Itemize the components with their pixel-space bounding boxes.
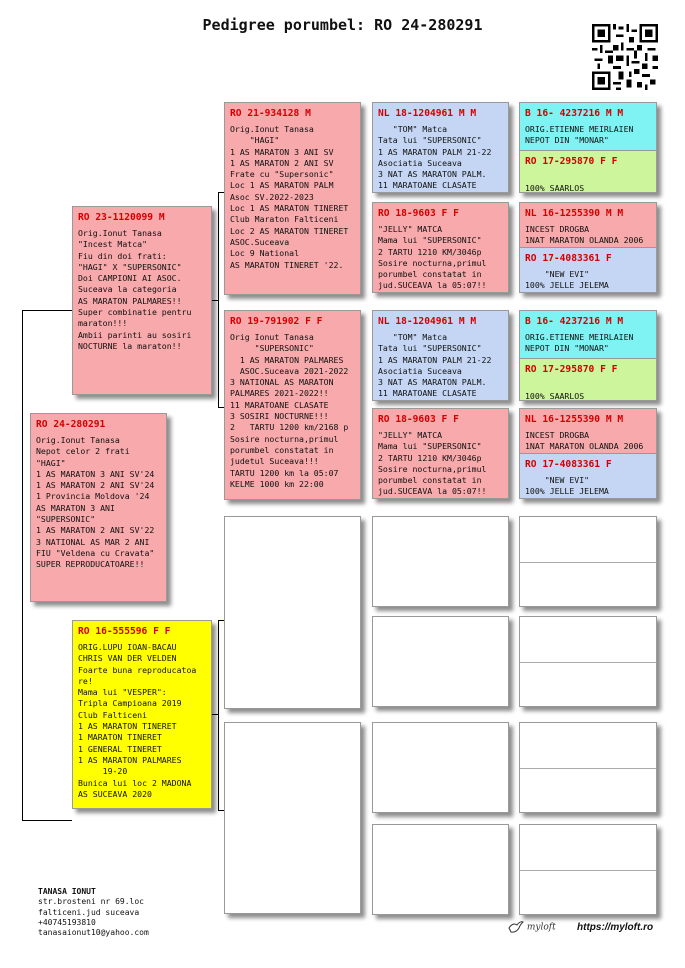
g5-sire xyxy=(520,409,656,453)
ring-number: RO 17-295870 F F xyxy=(525,156,618,167)
dam-sire-card xyxy=(224,516,361,709)
empty-pedigree-card xyxy=(519,824,657,915)
empty-pedigree-card xyxy=(519,722,657,813)
g5-sire xyxy=(520,103,656,150)
ring-number: NL 18-1204961 M M xyxy=(378,316,477,327)
g5-sire xyxy=(520,203,656,247)
g5-dam xyxy=(520,247,656,293)
connector-line xyxy=(218,192,219,407)
dam-card xyxy=(72,620,212,809)
pedigree-notes: ORIG.ETIENNE MEIRLAIEN NEPOT DIN "MONAR" xyxy=(525,332,634,354)
connector-line xyxy=(218,620,219,810)
ring-number: RO 24-280291 xyxy=(36,419,106,430)
pedigree-notes: "TOM" Matca Tata lui "SUPERSONIC" 1 AS MARATON PALM 21-22 Asociatia Suceava 3 NAT AS MARATON PALM. 11 MARATOANE CLASATE xyxy=(378,124,492,191)
subject-card xyxy=(30,413,167,602)
owner-city: falticeni.jud suceava xyxy=(38,907,140,917)
sire-dam-card xyxy=(224,310,361,500)
owner-contact xyxy=(38,887,149,938)
connector-line xyxy=(22,310,72,311)
empty-pedigree-card xyxy=(519,616,657,707)
pedigree-notes: INCEST DROGBA 1NAT MARATON OLANDA 2006 xyxy=(525,224,644,246)
connector-line xyxy=(22,820,72,821)
sire-sire-sire-card xyxy=(372,102,509,193)
ring-number: RO 21-934128 M xyxy=(230,108,311,119)
empty-pedigree-card xyxy=(372,824,509,915)
ring-number: NL 16-1255390 M M xyxy=(525,208,624,219)
empty-pedigree-card xyxy=(372,616,509,707)
pedigree-notes: "JELLY" MATCA Mama lui "SUPERSONIC" 2 TARTU 1210 KM/3046p Sosire nocturna,primul porumbel constatat in jud.SUCEAVA la 05:07!! xyxy=(378,224,487,291)
ring-number: RO 17-4083361 F xyxy=(525,253,612,264)
pedigree-notes: Orig.Ionut Tanasa "Incest Matca" Fiu din doi frati: "HAGI" X "SUPERSONIC" Doi CAMPIONI AI ASOC. Suceava la categoria AS MARATON PALMARES!! Super combinatie pentru maraton!!! Ambii parinti au sosiri NOCTURNE la maraton!! xyxy=(78,228,192,351)
owner-phone: +40745193810 xyxy=(38,917,96,927)
sire-dam-sire-card xyxy=(372,310,509,401)
owner-email: tanasaionut10@yahoo.com xyxy=(38,928,149,938)
connector-line xyxy=(212,300,218,301)
sire-sire-card xyxy=(224,102,361,295)
empty-pedigree-card xyxy=(372,722,509,813)
sire-card xyxy=(72,206,212,395)
ring-number: RO 18-9603 F F xyxy=(378,414,459,425)
empty-pedigree-card xyxy=(372,516,509,607)
page-title: Pedigree porumbel: RO 24-280291 xyxy=(202,16,483,34)
ring-number: B 16- 4237216 M M xyxy=(525,316,624,327)
pedigree-notes: Orig Ionut Tanasa "SUPERSONIC" 1 AS MARATON PALMARES ASOC.Suceava 2021-2022 3 NATIONAL AS MARATON PALMARES 2021-2022!! 11 MARATOANE CLASATE 3 SOSIRI NOCTURNE!!! 2 TARTU 1200 km/2168 p Sosire nocturna,primul porumbel constatat in judetul Suceava!!! TARTU 1200 km la 05:07 KELME 1000 km 22:00 xyxy=(230,332,349,489)
connector-line xyxy=(212,714,218,715)
dam-dam-card xyxy=(224,722,361,914)
pedigree-notes: INCEST DROGBA 1NAT MARATON OLANDA 2006 xyxy=(525,430,644,452)
myloft-logo xyxy=(508,920,556,934)
pedigree-notes: "JELLY" MATCA Mama lui "SUPERSONIC" 2 TARTU 1210 KM/3046p Sosire nocturna,primul porumbel constatat in jud.SUCEAVA la 05:07!! xyxy=(378,430,487,497)
g5-dam xyxy=(520,150,656,193)
card-divider xyxy=(520,870,656,871)
pedigree-notes: "TOM" Matca Tata lui "SUPERSONIC" 1 AS MARATON PALM 21-22 Asociatia Suceava 3 NAT AS MARATON PALM. 11 MARATOANE CLASATE xyxy=(378,332,492,399)
connector-line xyxy=(22,310,23,820)
g5-sire xyxy=(520,311,656,358)
pedigree-notes: ORIG.ETIENNE MEIRLAIEN NEPOT DIN "MONAR" xyxy=(525,124,634,146)
pedigree-notes: ORIG.LUPU IOAN-BACAU CHRIS VAN DER VELDEN Foarte buna reproducatoa re! Mama lui "VESPER": Tripla Campioana 2019 Club Falticeni 1 AS MARATON TINERET 1 MARATON TINERET 1 GENERAL TINERET 1 AS MARATON PALMARES 19-20 Bunica lui loc 2 MADONA AS SUCEAVA 2020 xyxy=(78,642,197,799)
g5-card xyxy=(519,310,657,401)
ring-number: RO 19-791902 F F xyxy=(230,316,323,327)
pedigree-notes: Orig.Ionut Tanasa Nepot celor 2 frati "HAGI" 1 AS MARATON 3 ANI SV'24 1 AS MARATON 2 ANI SV'24 1 Provincia Moldova '24 AS MARATON 3 ANI "SUPERSONIC" 1 AS MARATON 2 ANI SV'22 3 NATIONAL AS MAR 2 ANI FIU "Veldena cu Cravata" SUPER REPRODUCATOARE!! xyxy=(36,435,155,570)
g5-card xyxy=(519,202,657,293)
card-divider xyxy=(520,662,656,663)
sire-dam-dam-card xyxy=(372,408,509,499)
pedigree-notes: 100% SAARLOS xyxy=(525,183,585,193)
ring-number: B 16- 4237216 M M xyxy=(525,108,624,119)
pigeon-icon xyxy=(508,920,524,934)
pedigree-notes: 100% SAARLOS xyxy=(525,391,585,401)
pedigree-notes: "NEW EVI" 100% JELLE JELEMA xyxy=(525,269,609,291)
owner-street: str.brosteni nr 69.loc xyxy=(38,897,144,907)
website-link[interactable]: https://myloft.ro xyxy=(577,922,654,933)
g5-dam xyxy=(520,453,656,499)
qr-code-icon xyxy=(592,24,658,90)
ring-number: RO 17-4083361 F xyxy=(525,459,612,470)
sire-sire-dam-card xyxy=(372,202,509,293)
g5-card xyxy=(519,102,657,193)
ring-number: NL 18-1204961 M M xyxy=(378,108,477,119)
ring-number: RO 17-295870 F F xyxy=(525,364,618,375)
ring-number: RO 18-9603 F F xyxy=(378,208,459,219)
pedigree-notes: "NEW EVI" 100% JELLE JELEMA xyxy=(525,475,609,497)
ring-number: RO 16-555596 F F xyxy=(78,626,171,637)
pedigree-notes: Orig.Ionut Tanasa "HAGI" 1 AS MARATON 3 ANI SV 1 AS MARATON 2 ANI SV Frate cu "Supersonic" Loc 1 AS MARATON PALM Asoc SV.2022-2023 Loc 1 AS MARATON TINERET Club Maraton Falticeni Loc 2 AS MARATON TINERET ASOC.Suceava Loc 9 National AS MARATON TINERET '22. xyxy=(230,124,349,270)
empty-pedigree-card xyxy=(519,516,657,607)
ring-number: RO 23-1120099 M xyxy=(78,212,165,223)
ring-number: NL 16-1255390 M M xyxy=(525,414,624,425)
logo-text: myloft xyxy=(526,922,556,933)
card-divider xyxy=(520,768,656,769)
owner-name: TANASA IONUT xyxy=(38,887,96,896)
g5-dam xyxy=(520,358,656,401)
card-divider xyxy=(520,562,656,563)
g5-card xyxy=(519,408,657,499)
